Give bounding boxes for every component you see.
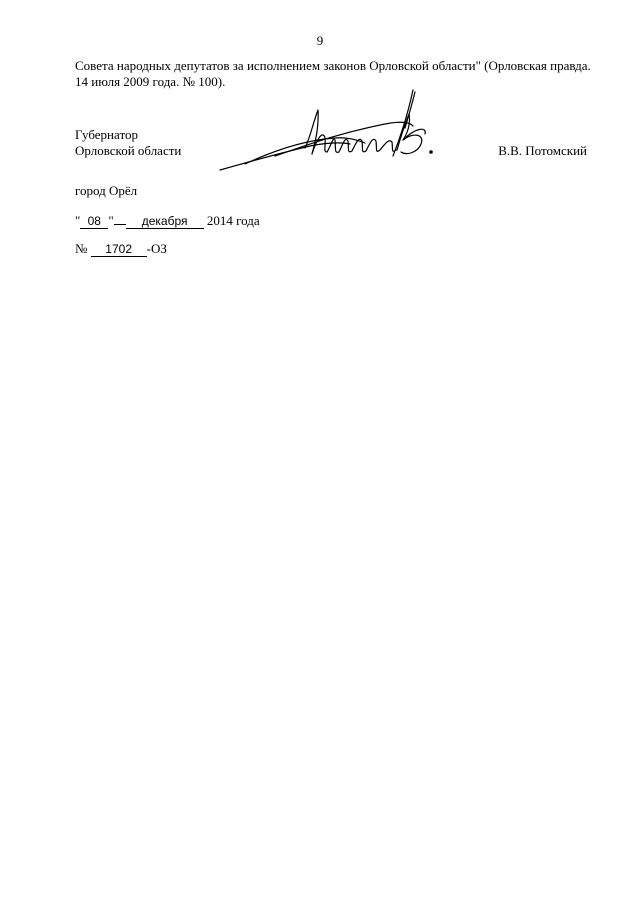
signer-name: В.В. Потомский <box>498 143 587 158</box>
number-prefix: № <box>75 241 88 256</box>
date-day-field <box>80 215 108 229</box>
document-number: 1702 <box>105 242 132 256</box>
signer-position-line-2: Орловской области <box>75 143 182 158</box>
date-month: декабря <box>141 214 188 228</box>
body-text-line-2: 14 июля 2009 года. № 100). <box>75 74 226 89</box>
date-line <box>75 213 260 229</box>
date-year: 2014 года <box>206 213 260 228</box>
place-of-signing: город Орёл <box>75 183 138 198</box>
page-number: 9 <box>316 33 324 48</box>
number-field <box>91 243 147 257</box>
body-text-line-1: Совета народных депутатов за исполнением законов Орловской области" (Орловская правда. <box>75 58 591 73</box>
number-suffix: -ОЗ <box>146 241 167 256</box>
date-separator-blank <box>114 224 126 225</box>
handwritten-signature <box>215 88 440 178</box>
signer-position-line-1: Губернатор <box>75 127 138 142</box>
date-day: 08 <box>87 214 101 228</box>
date-month-field <box>126 215 204 229</box>
date-close-quote: " <box>108 213 114 228</box>
number-line <box>75 241 167 257</box>
date-open-quote: " <box>75 213 81 228</box>
